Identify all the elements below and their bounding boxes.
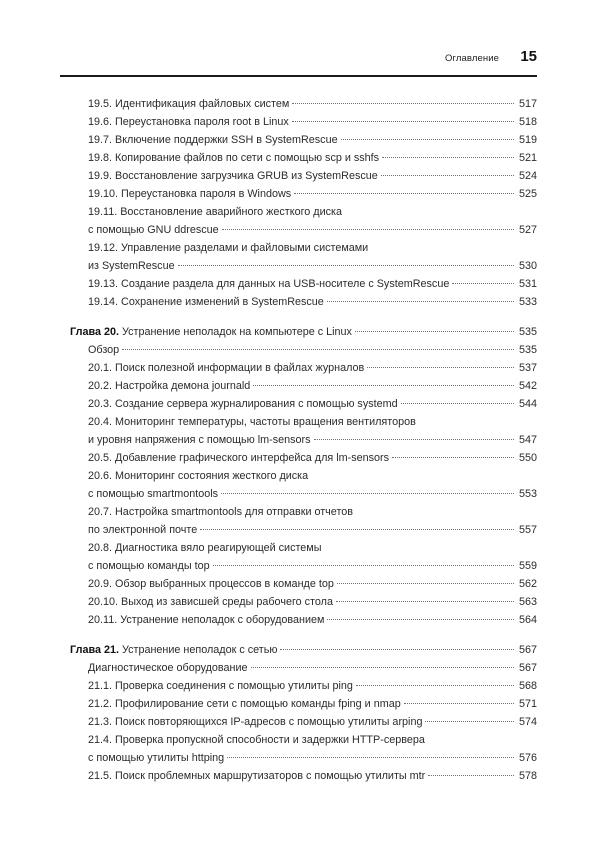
toc-section-entry[interactable]: [60, 377, 537, 395]
toc-entry-page-number: 524: [518, 170, 537, 182]
toc-entry-title: [88, 131, 338, 149]
toc-entry-last-line: [88, 557, 537, 575]
toc-entry-page-number: 531: [518, 278, 537, 290]
toc-entry-last-line: [88, 221, 537, 239]
dot-leader: [227, 757, 514, 758]
toc-section-entry[interactable]: [60, 695, 537, 713]
toc-entry-page-number: 550: [518, 452, 537, 464]
toc-section-entry[interactable]: [60, 713, 537, 731]
toc-entry-page-number: 559: [518, 560, 537, 572]
dot-leader: [200, 529, 514, 530]
toc-entry-page-number: 542: [518, 380, 537, 392]
toc-entry-title: [88, 167, 378, 185]
toc-entry-last-line: [88, 767, 537, 785]
toc-entry-title-text: 19.13. Создание раздела для данных на USB-носителе с SystemRescue: [88, 278, 450, 290]
toc-entry-title-text: 20.5. Добавление графического интерфейса для lm-sensors: [88, 452, 390, 464]
toc-entry-page-number: 553: [518, 488, 537, 500]
toc-entry-last-line: [88, 575, 537, 593]
toc-entry-title-text: 20.1. Поиск полезной информации в файлах журналов: [88, 362, 365, 374]
toc-entry-title-text: по электронной почте: [88, 524, 198, 536]
toc-chapter-entry[interactable]: [60, 323, 537, 341]
toc-entry-last-line: [88, 359, 537, 377]
toc-entry-page-number: 521: [518, 152, 537, 164]
toc-entry-title-text: из SystemRescue: [88, 260, 175, 272]
toc-entry-title: [88, 185, 291, 203]
dot-leader: [327, 619, 514, 620]
dot-leader: [452, 283, 514, 284]
toc-entry-title-text: 20.9. Обзор выбранных процессов в команде top: [88, 578, 334, 590]
toc-entry-last-line: [88, 113, 537, 131]
toc-entry-page-number: 576: [518, 752, 537, 764]
dot-leader: [292, 103, 514, 104]
toc-entry-page-number: 574: [518, 716, 537, 728]
toc-entry-title: [88, 275, 449, 293]
toc-section-entry[interactable]: [60, 593, 537, 611]
toc-entry-title-text: 19.9. Восстановление загрузчика GRUB из SystemRescue: [88, 170, 378, 182]
toc-entry-page-number: 567: [518, 644, 537, 656]
toc-entry-title: [88, 449, 389, 467]
dot-leader: [280, 649, 514, 650]
toc-entry-page-number: 563: [518, 596, 537, 608]
running-head-title: Оглавление: [445, 53, 499, 64]
toc-entry-page-number: 568: [518, 680, 537, 692]
dot-leader: [294, 193, 514, 194]
toc-entry-title: [88, 377, 250, 395]
toc-section-entry[interactable]: [60, 449, 537, 467]
dot-leader: [253, 385, 514, 386]
header-divider: [60, 75, 537, 77]
toc-section-entry[interactable]: [60, 659, 537, 677]
toc-entry-title: [70, 323, 352, 341]
toc-entry-page-number: 533: [518, 296, 537, 308]
toc-section-entry[interactable]: [60, 167, 537, 185]
running-head: [60, 48, 537, 65]
dot-leader: [314, 439, 514, 440]
dot-leader: [381, 175, 514, 176]
dot-leader: [428, 775, 514, 776]
toc-section-entry[interactable]: [60, 275, 537, 293]
toc-entry-line: 20.4. Мониторинг температуры, частоты вращения вентиляторов: [88, 416, 416, 428]
toc-entry-title-text: 19.10. Переустановка пароля в Windows: [88, 188, 292, 200]
toc-section-entry[interactable]: [60, 113, 537, 131]
toc-entry-page-number: 535: [518, 344, 537, 356]
toc-entry-page-number: 530: [518, 260, 537, 272]
dot-leader: [341, 139, 514, 140]
toc-entry-last-line: [88, 593, 537, 611]
toc-entry-title-text: 20.10. Выход из зависшей среды рабочего стола: [88, 596, 333, 608]
toc-entry-title: [88, 575, 334, 593]
toc-section-entry[interactable]: [60, 539, 537, 575]
toc-entry-last-line: [88, 431, 537, 449]
toc-section-entry[interactable]: [60, 95, 537, 113]
toc-entry-title-text: Диагностическое оборудование: [88, 662, 248, 674]
toc-entry-title-text: 21.5. Поиск проблемных маршрутизаторов с помощью утилиты mtr: [88, 770, 426, 782]
toc-entry-title-text: 19.8. Копирование файлов по сети с помощью scp и sshfs: [88, 152, 380, 164]
toc-entry-line: 20.8. Диагностика вяло реагирующей системы: [88, 542, 322, 554]
toc-entry-page-number: 525: [518, 188, 537, 200]
toc-entry-page-number: 527: [518, 224, 537, 236]
toc-entry-title: [88, 113, 289, 131]
toc-entry-title: [88, 341, 119, 359]
toc-chapter-label: Глава 21.: [70, 644, 119, 656]
toc-entry-title: [88, 521, 197, 539]
toc-entry-title-text: 21.1. Проверка соединения с помощью утилиты ping: [88, 680, 353, 692]
toc-entry-title-text: с помощью утилиты httping: [88, 752, 225, 764]
toc-entry-title: [88, 593, 333, 611]
toc-entry-title: [88, 293, 324, 311]
toc-entry-page-number: 518: [518, 116, 537, 128]
toc-entry-line: 20.6. Мониторинг состояния жесткого диска: [88, 470, 309, 482]
toc-entry-last-line: [88, 377, 537, 395]
toc-entry-title: [88, 359, 364, 377]
toc-entry-line: 21.4. Проверка пропускной способности и задержки HTTP-сервера: [88, 734, 425, 746]
toc-entry-line: 19.11. Восстановление аварийного жесткого диска: [88, 206, 342, 218]
toc-entry-title: [88, 485, 218, 503]
toc-entry-last-line: [88, 167, 537, 185]
table-of-contents: [60, 95, 537, 785]
toc-entry-title: [88, 395, 398, 413]
toc-entry-last-line: [88, 341, 537, 359]
toc-section-entry[interactable]: [60, 731, 537, 767]
dot-leader: [382, 157, 514, 158]
toc-entry-title-text: с помощью команды top: [88, 560, 210, 572]
toc-entry-title-text: 21.2. Профилирование сети с помощью команды fping и nmap: [88, 698, 401, 710]
toc-entry-page-number: 567: [518, 662, 537, 674]
toc-entry-last-line: [88, 275, 537, 293]
toc-entry-page-number: 564: [518, 614, 537, 626]
toc-section-entry[interactable]: [60, 293, 537, 311]
toc-entry-last-line: [88, 677, 537, 695]
toc-entry-title: [88, 677, 353, 695]
toc-section-entry[interactable]: [60, 395, 537, 413]
toc-chapter-label: Глава 20.: [70, 326, 119, 338]
toc-section-entry[interactable]: [60, 131, 537, 149]
dot-leader: [392, 457, 514, 458]
toc-entry-page-number: 557: [518, 524, 537, 536]
toc-entry-last-line: [88, 185, 537, 203]
toc-chapter-entry[interactable]: [60, 641, 537, 659]
toc-section-entry[interactable]: [60, 677, 537, 695]
toc-entry-title: [88, 431, 311, 449]
toc-entry-title: [88, 221, 219, 239]
dot-leader: [337, 583, 514, 584]
toc-entry-title: [88, 713, 422, 731]
toc-section-entry[interactable]: [60, 575, 537, 593]
toc-section-entry[interactable]: [60, 359, 537, 377]
toc-entry-title-text: 19.7. Включение поддержки SSH в SystemRescue: [88, 134, 338, 146]
dot-leader: [251, 667, 514, 668]
toc-entry-title-text: 20.2. Настройка демона journald: [88, 380, 251, 392]
toc-entry-last-line: [88, 131, 537, 149]
dot-leader: [122, 349, 514, 350]
toc-entry-title-text: 19.14. Сохранение изменений в SystemRescue: [88, 296, 324, 308]
toc-entry-title-text: и уровня напряжения с помощью lm-sensors: [88, 434, 311, 446]
toc-entry-last-line: [88, 485, 537, 503]
toc-entry-title: [88, 149, 379, 167]
toc-entry-title-text: Устранение неполадок с сетью: [118, 644, 278, 656]
toc-entry-last-line: [88, 293, 537, 311]
toc-entry-title-text: 19.5. Идентификация файловых систем: [88, 98, 290, 110]
toc-entry-title: [88, 611, 324, 629]
toc-section-entry[interactable]: [60, 767, 537, 785]
toc-entry-last-line: [88, 611, 537, 629]
toc-entry-last-line: [88, 257, 537, 275]
toc-entry-page-number: 547: [518, 434, 537, 446]
dot-leader: [425, 721, 514, 722]
toc-entry-page-number: 537: [518, 362, 537, 374]
toc-entry-title: [88, 95, 289, 113]
toc-section-entry[interactable]: [60, 503, 537, 539]
toc-entry-last-line: [88, 695, 537, 713]
toc-entry-page-number: 562: [518, 578, 537, 590]
toc-entry-page-number: 571: [518, 698, 537, 710]
toc-section-entry[interactable]: [60, 413, 537, 449]
dot-leader: [222, 229, 514, 230]
toc-entry-title: [88, 557, 210, 575]
toc-entry-title: [70, 641, 277, 659]
toc-entry-title-text: 21.3. Поиск повторяющихся IP-адресов с помощью утилиты arping: [88, 716, 423, 728]
toc-entry-title: [88, 767, 425, 785]
toc-entry-title: [88, 749, 224, 767]
toc-entry-title-text: 20.3. Создание сервера журналирования с помощью systemd: [88, 398, 398, 410]
toc-section-entry[interactable]: [60, 203, 537, 239]
toc-entry-page-number: 535: [518, 326, 537, 338]
toc-entry-page-number: 519: [518, 134, 537, 146]
toc-entry-title: [88, 659, 248, 677]
dot-leader: [178, 265, 514, 266]
toc-entry-title-text: 20.11. Устранение неполадок с оборудованием: [88, 614, 325, 626]
toc-entry-title-text: с помощью smartmontools: [88, 488, 219, 500]
dot-leader: [213, 565, 514, 566]
toc-entry-last-line: [70, 641, 537, 659]
toc-entry-last-line: [88, 149, 537, 167]
toc-entry-title: [88, 257, 175, 275]
dot-leader: [404, 703, 514, 704]
toc-entry-title-text: Обзор: [88, 344, 120, 356]
toc-section-entry[interactable]: [60, 341, 537, 359]
toc-entry-title-text: с помощью GNU ddrescue: [88, 224, 219, 236]
toc-entry-page-number: 544: [518, 398, 537, 410]
dot-leader: [367, 367, 514, 368]
toc-section-entry[interactable]: [60, 611, 537, 629]
toc-entry-last-line: [88, 749, 537, 767]
toc-entry-title: [88, 695, 401, 713]
toc-entry-last-line: [88, 659, 537, 677]
dot-leader: [336, 601, 514, 602]
toc-section-entry[interactable]: [60, 467, 537, 503]
toc-entry-page-number: 517: [518, 98, 537, 110]
dot-leader: [292, 121, 514, 122]
toc-entry-line: 20.7. Настройка smartmontools для отправки отчетов: [88, 506, 354, 518]
toc-section-entry[interactable]: [60, 239, 537, 275]
toc-entry-last-line: [88, 521, 537, 539]
dot-leader: [356, 685, 514, 686]
toc-entry-title-text: 19.6. Переустановка пароля root в Linux: [88, 116, 289, 128]
toc-entry-last-line: [70, 323, 537, 341]
toc-entry-last-line: [88, 395, 537, 413]
toc-section-entry[interactable]: [60, 185, 537, 203]
toc-entry-last-line: [88, 95, 537, 113]
toc-entry-line: 19.12. Управление разделами и файловыми системами: [88, 242, 369, 254]
dot-leader: [327, 301, 514, 302]
dot-leader: [221, 493, 514, 494]
toc-entry-title-text: Устранение неполадок на компьютере с Linux: [118, 326, 352, 338]
toc-section-entry[interactable]: [60, 149, 537, 167]
toc-entry-last-line: [88, 449, 537, 467]
dot-leader: [401, 403, 514, 404]
dot-leader: [355, 331, 514, 332]
toc-entry-page-number: 578: [518, 770, 537, 782]
toc-entry-last-line: [88, 713, 537, 731]
page-number: 15: [520, 48, 537, 65]
